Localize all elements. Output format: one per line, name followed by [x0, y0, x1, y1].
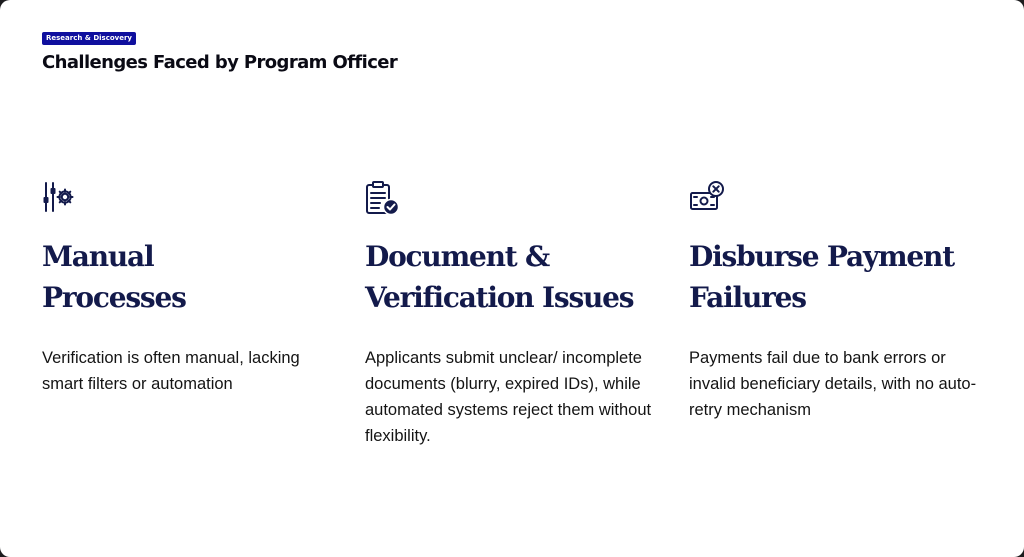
challenge-title-line-1: Manual [42, 240, 154, 273]
settings-sliders-icon [42, 180, 82, 220]
challenge-description: Verification is often manual, lacking smart filters or automation [42, 349, 300, 393]
challenge-description: Applicants submit unclear/ incomplete documents (blurry, expired IDs), while automated systems reject them without flexibility. [365, 349, 652, 445]
page-title: Challenges Faced by Program Officer [42, 52, 398, 73]
challenge-title-line-2: Verification Issues [365, 281, 634, 314]
clipboard-check-icon [365, 180, 405, 220]
challenge-card-payment-failures [689, 180, 989, 419]
section-badge: Research & Discovery [42, 32, 136, 45]
challenge-card-document-verification [365, 180, 665, 445]
challenge-card-manual-processes [42, 180, 342, 393]
challenge-title [689, 236, 1009, 318]
challenge-title [42, 236, 362, 318]
payment-failed-icon [689, 180, 729, 220]
challenge-title [365, 236, 685, 318]
challenge-title-line-2: Failures [689, 281, 806, 314]
challenge-title-line-1: Document & [365, 240, 550, 273]
challenge-title-line-2: Processes [42, 281, 186, 314]
challenge-description: Payments fail due to bank errors or invalid beneficiary details, with no auto-retry mechanism [689, 349, 977, 419]
challenge-title-line-1: Disburse Payment [689, 240, 954, 273]
